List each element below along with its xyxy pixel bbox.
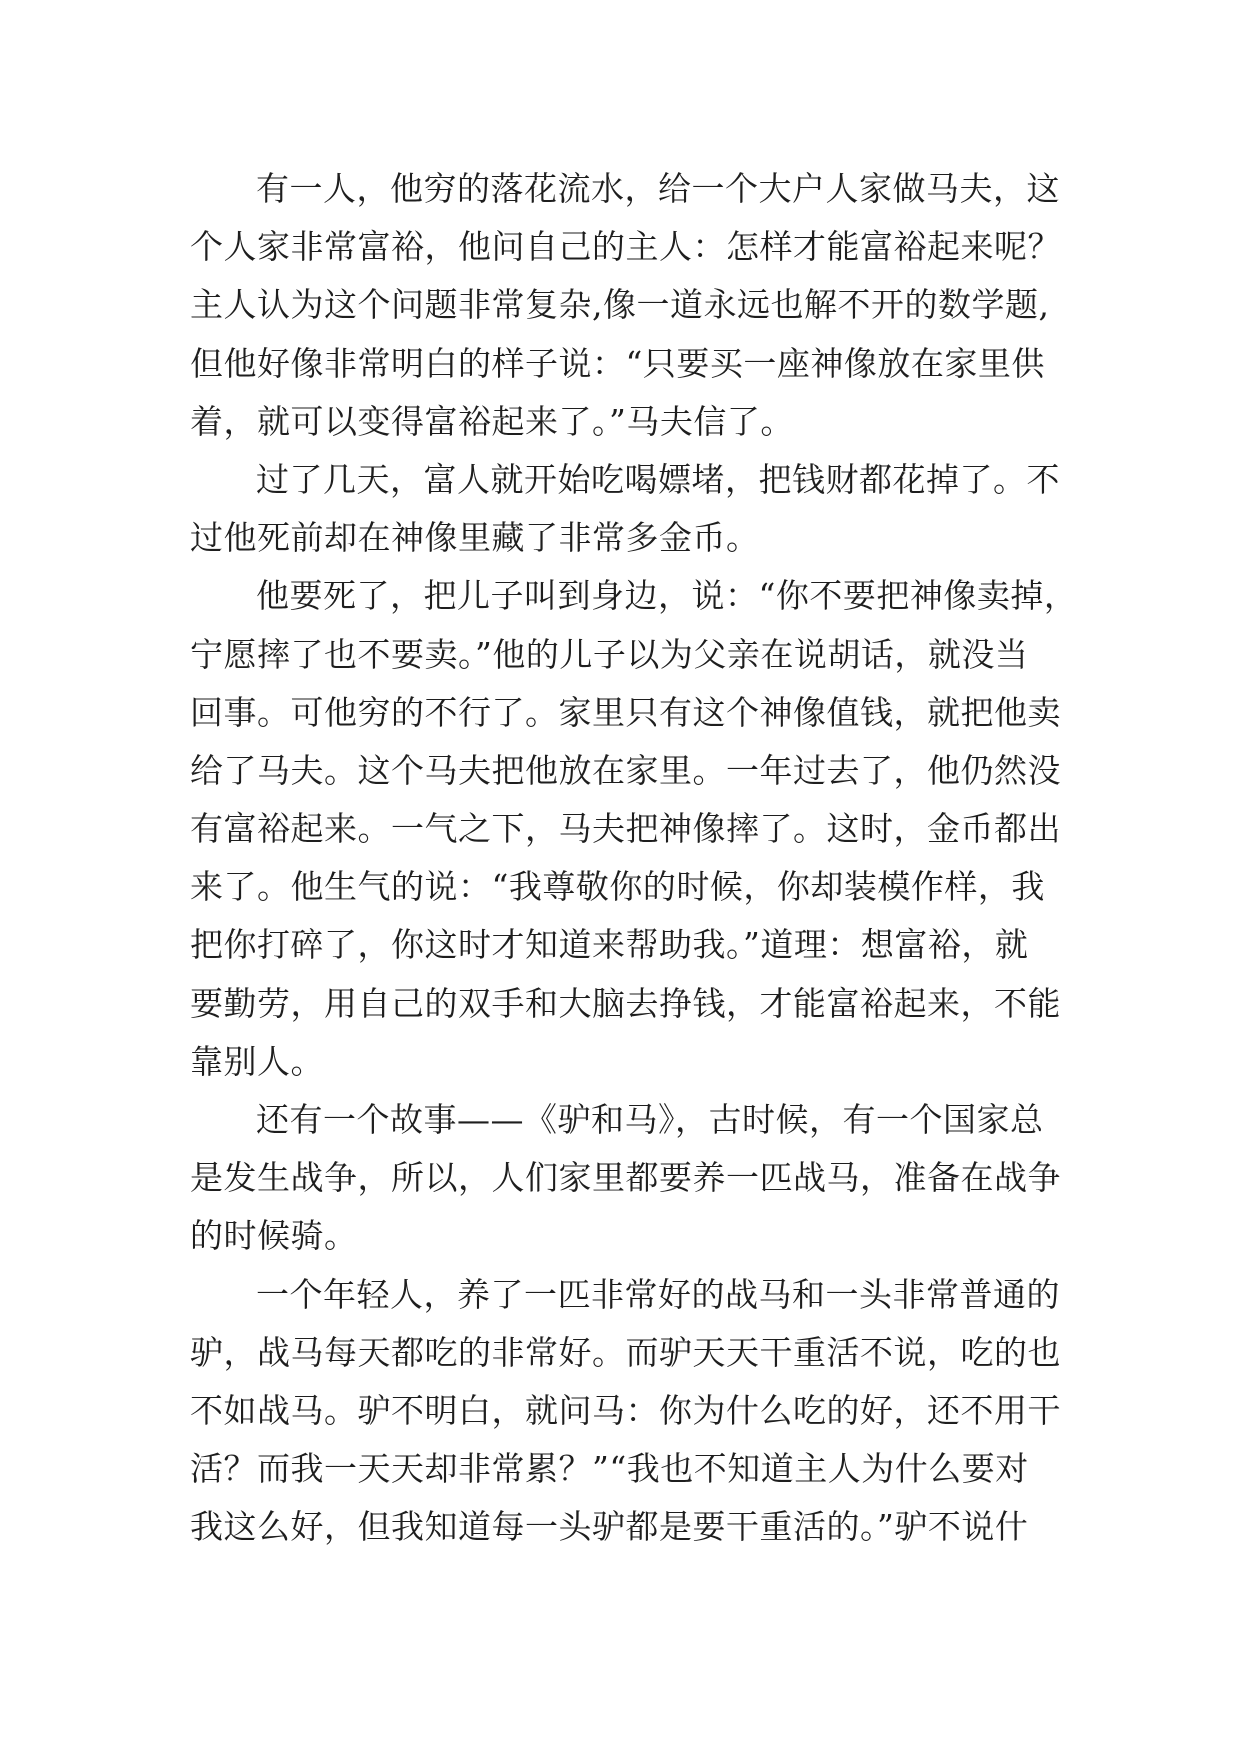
text-line: 回事。可他穷的不行了。家里只有这个神像值钱，就把他卖 (190, 692, 1061, 732)
text-line: 过他死前却在神像里藏了非常多金币。 (190, 518, 760, 558)
text-line: 但他好像非常明白的样子说：“只要买一座神像放在家里供 (190, 343, 1045, 383)
text-line: 给了马夫。这个马夫把他放在家里。一年过去了，他仍然没 (190, 750, 1061, 790)
text-line: 有富裕起来。一气之下，马夫把神像摔了。这时，金币都出 (190, 809, 1061, 849)
text-line: 来了。他生气的说：“我尊敬你的时候，你却装模作样，我 (190, 867, 1045, 907)
text-line: 宁愿摔了也不要卖。”他的儿子以为父亲在说胡话，就没当 (190, 634, 1029, 674)
text-line: 要勤劳，用自己的双手和大脑去挣钱，才能富裕起来，不能 (190, 983, 1061, 1023)
text-line: 不如战马。驴不明白，就问马：你为什么吃的好，还不用干 (190, 1390, 1061, 1430)
text-line: 活？而我一天天却非常累？”“我也不知道主人为什么要对 (190, 1449, 1029, 1489)
text-line: 还有一个故事——《驴和马》，古时候，有一个国家总 (256, 1100, 1044, 1139)
text-line: 靠别人。 (190, 1041, 324, 1081)
document-body (190, 160, 1078, 1557)
text-line: 他要死了，把儿子叫到身边，说：“你不要把神像卖掉， (256, 576, 1078, 616)
text-line: 驴，战马每天都吃的非常好。而驴天天干重活不说，吃的也 (190, 1332, 1061, 1372)
text-line: 有一人，他穷的落花流水，给一个大户人家做马夫，这 (256, 169, 1060, 208)
text-line: 一个年轻人，养了一匹非常好的战马和一头非常普通的 (256, 1274, 1060, 1314)
text-line: 把你打碎了，你这时才知道来帮助我。”道理：想富裕，就 (190, 925, 1029, 965)
text-line: 主人认为这个问题非常复杂,像一道永远也解不开的数学题, (190, 285, 1050, 325)
text-line: 是发生战争，所以，人们家里都要养一匹战马，准备在战争 (190, 1158, 1061, 1198)
text-line: 的时候骑。 (190, 1216, 358, 1256)
text-line: 个人家非常富裕，他问自己的主人：怎样才能富裕起来呢？ (190, 227, 1061, 267)
text-line: 过了几天，富人就开始吃喝嫖堵，把钱财都花掉了。不 (256, 459, 1060, 499)
text-line: 我这么好，但我知道每一头驴都是要干重活的。”驴不说什 (190, 1507, 1029, 1547)
text-line: 着，就可以变得富裕起来了。”马夫信了。 (190, 401, 794, 441)
